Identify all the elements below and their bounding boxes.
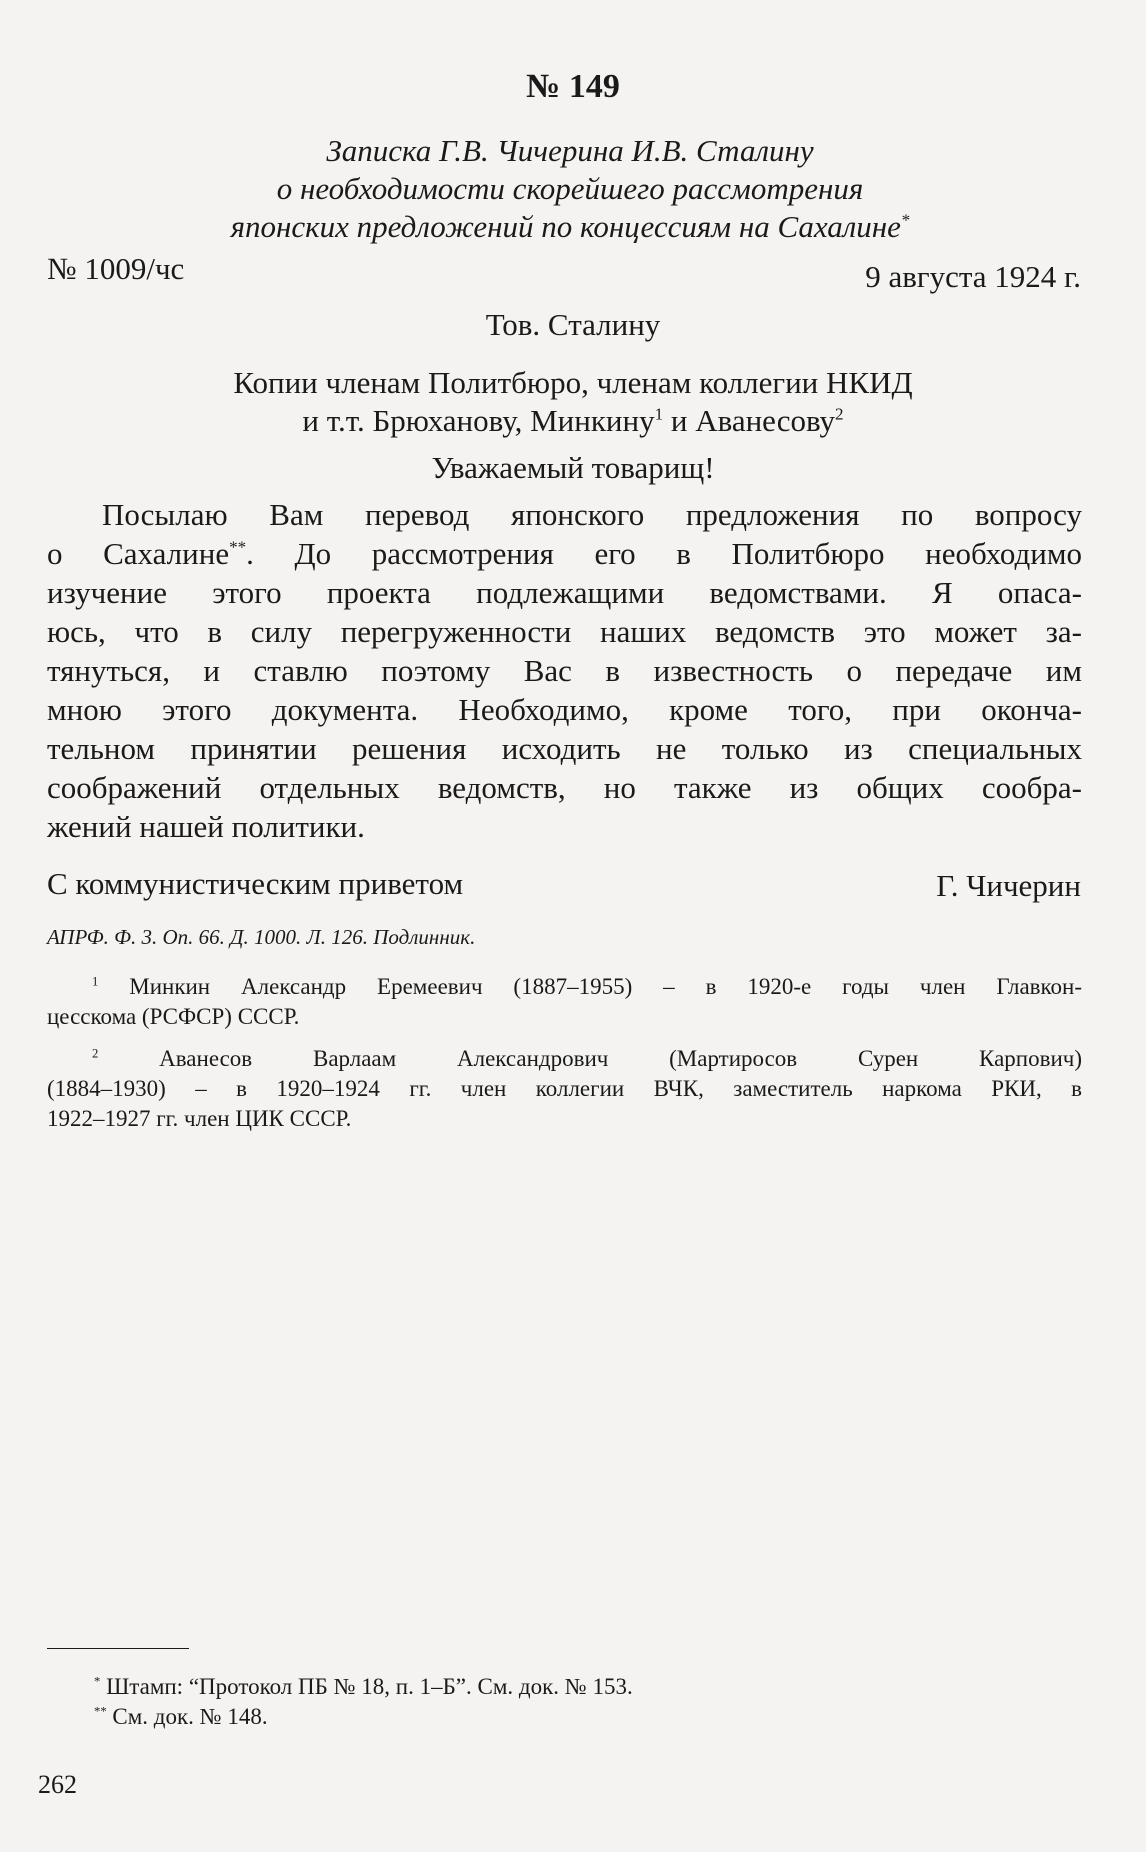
note-line: (1884–1930) – в 1920–1924 гг. член коллегии ВЧК, заместитель наркома РКИ, в xyxy=(47,1076,1082,1101)
title-line-text: японских предложений по концессиям на Сахалине xyxy=(230,209,901,244)
copies-line: Копии членам Политбюро, членам коллегии НКИД xyxy=(233,365,913,400)
body-line: тельном принятии решения исходить не только из специальных xyxy=(47,731,1082,766)
footnote-mark: * xyxy=(94,1674,101,1689)
registration-number: № 1009/чс xyxy=(47,251,185,286)
note-text: Аванесов Варлаам Александрович (Мартиросов Сурен Карпович) xyxy=(98,1046,1082,1071)
note-line: цесскома (РСФСР) СССР. xyxy=(47,1004,300,1029)
note-line xyxy=(47,972,1082,1002)
footnote-text: Штамп: “Протокол ПБ № 18, п. 1–Б”. См. док. № 153. xyxy=(100,1674,633,1699)
note-text: Минкин Александр Еремеевич (1887–1955) – в 1920-е годы член Главкон- xyxy=(98,974,1082,999)
body-line: юсь, что в силу перегруженности наших ведомств это может за- xyxy=(47,614,1082,649)
footnote-mark: ** xyxy=(94,1704,107,1719)
note-line xyxy=(47,1044,1082,1074)
document-title xyxy=(120,132,1020,246)
copies-text: и т.т. Брюханову, Минкину xyxy=(302,403,655,438)
letter-body xyxy=(47,495,1082,846)
note-mark: 1 xyxy=(92,974,99,989)
signature: Г. Чичерин xyxy=(936,868,1081,903)
body-line: соображений отдельных ведомств, но также из общих сообра- xyxy=(47,770,1082,805)
note-line: 1922–1927 гг. член ЦИК СССР. xyxy=(47,1106,352,1131)
title-footnote-mark: * xyxy=(900,210,910,230)
archive-reference: АПРФ. Ф. 3. Оп. 66. Д. 1000. Л. 126. Подлинник. xyxy=(47,925,476,949)
copies-recipients xyxy=(100,364,1046,440)
note-ref-2: 2 xyxy=(835,404,844,424)
footnote-divider xyxy=(47,1648,189,1649)
closing-phrase: С коммунистическим приветом xyxy=(47,866,464,901)
addressee: Тов. Сталину xyxy=(485,307,661,342)
copies-line xyxy=(100,402,1046,440)
footnote-ref: ** xyxy=(229,537,247,557)
document-number: № 149 xyxy=(526,68,620,105)
note-ref-1: 1 xyxy=(654,404,664,424)
body-line: тянуться, и ставлю поэтому Вас в известность о передаче им xyxy=(47,653,1082,688)
title-line: Записка Г.В. Чичерина И.В. Сталину xyxy=(326,133,814,168)
footnote xyxy=(94,1672,633,1702)
body-line: мною этого документа. Необходимо, кроме того, при оконча- xyxy=(47,692,1082,727)
footnote xyxy=(94,1702,633,1732)
body-line: жений нашей политики. xyxy=(47,809,365,844)
salutation: Уважаемый товарищ! xyxy=(431,450,715,485)
document-date: 9 августа 1924 г. xyxy=(865,259,1081,294)
body-text-part: . До рассмотрения его в Политбюро необходимо xyxy=(246,536,1083,571)
endnotes xyxy=(47,972,1082,1134)
body-line: изучение этого проекта подлежащими ведомствами. Я опаса- xyxy=(47,575,1082,610)
title-line xyxy=(120,208,1020,246)
body-text-part: о Сахалине xyxy=(47,536,230,571)
page-number: 262 xyxy=(38,1770,77,1799)
body-line xyxy=(47,534,1082,573)
footnotes xyxy=(94,1672,633,1732)
title-line: о необходимости скорейшего рассмотрения xyxy=(276,171,864,206)
copies-text: и Аванесову xyxy=(663,403,836,438)
footnote-text: См. док. № 148. xyxy=(106,1704,268,1729)
note-mark: 2 xyxy=(92,1046,99,1061)
body-line: Посылаю Вам перевод японского предложения по вопросу xyxy=(102,497,1082,532)
